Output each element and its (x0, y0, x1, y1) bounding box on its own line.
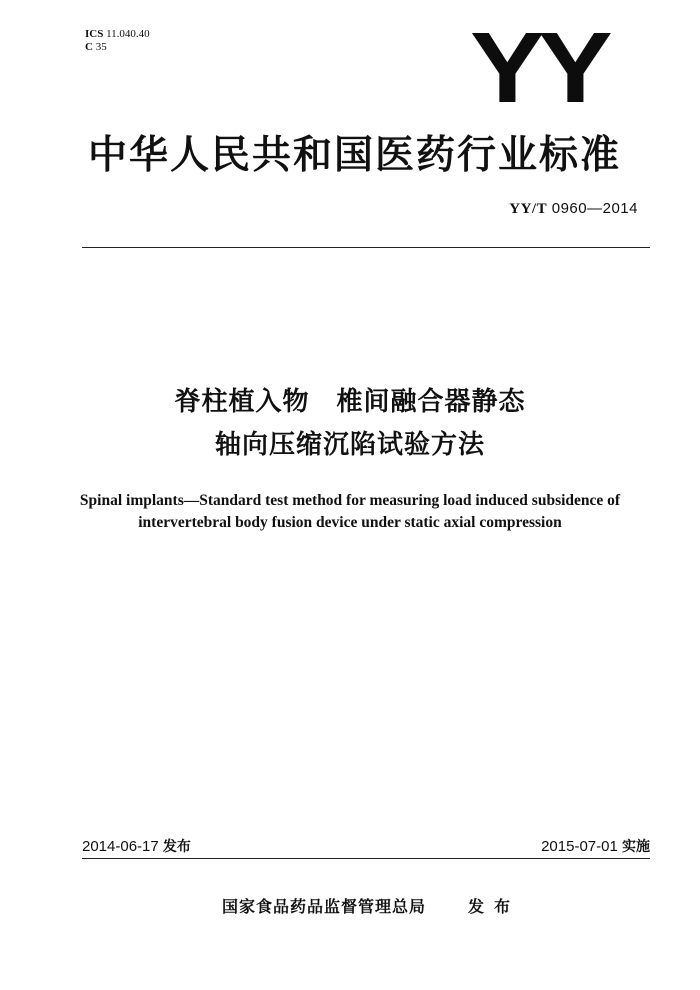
issue-date-value: 2014-06-17 (82, 838, 159, 855)
ics-number: 11.040.40 (106, 28, 150, 40)
standard-code (509, 200, 638, 218)
publish-label: 发布 (468, 897, 521, 916)
ccs-line (85, 41, 150, 54)
publisher-name: 国家食品药品监督管理总局 (222, 897, 427, 916)
document-title-cn-line1: 脊柱植入物 椎间融合器静态 (174, 387, 526, 417)
footer-divider (82, 858, 650, 859)
ccs-label: C (85, 41, 93, 53)
ics-label: ICS (85, 28, 104, 40)
ics-line (85, 28, 150, 41)
document-title-en-line2: intervertebral body fusion device under static axial compression (138, 514, 562, 531)
issue-date-label: 发布 (162, 839, 191, 855)
yy-logo: YY (470, 12, 606, 124)
ccs-number: 35 (95, 41, 107, 53)
document-title-en-line1: Spinal implants—Standard test method for measuring load induced subsidence of (79, 492, 621, 509)
header-divider (82, 247, 650, 248)
implement-date-label: 实施 (622, 839, 650, 855)
document-title-cn-line2: 轴向压缩沉陷试验方法 (214, 430, 485, 460)
implement-date-value: 2015-07-01 (541, 838, 618, 855)
standard-code-number: 0960—2014 (551, 200, 638, 217)
classification-block (85, 28, 150, 54)
standard-code-prefix: YY/T (509, 201, 548, 217)
issue-date (82, 836, 191, 856)
standard-title: 中华人民共和国医药行业标准 (88, 133, 622, 178)
implement-date (541, 836, 650, 856)
